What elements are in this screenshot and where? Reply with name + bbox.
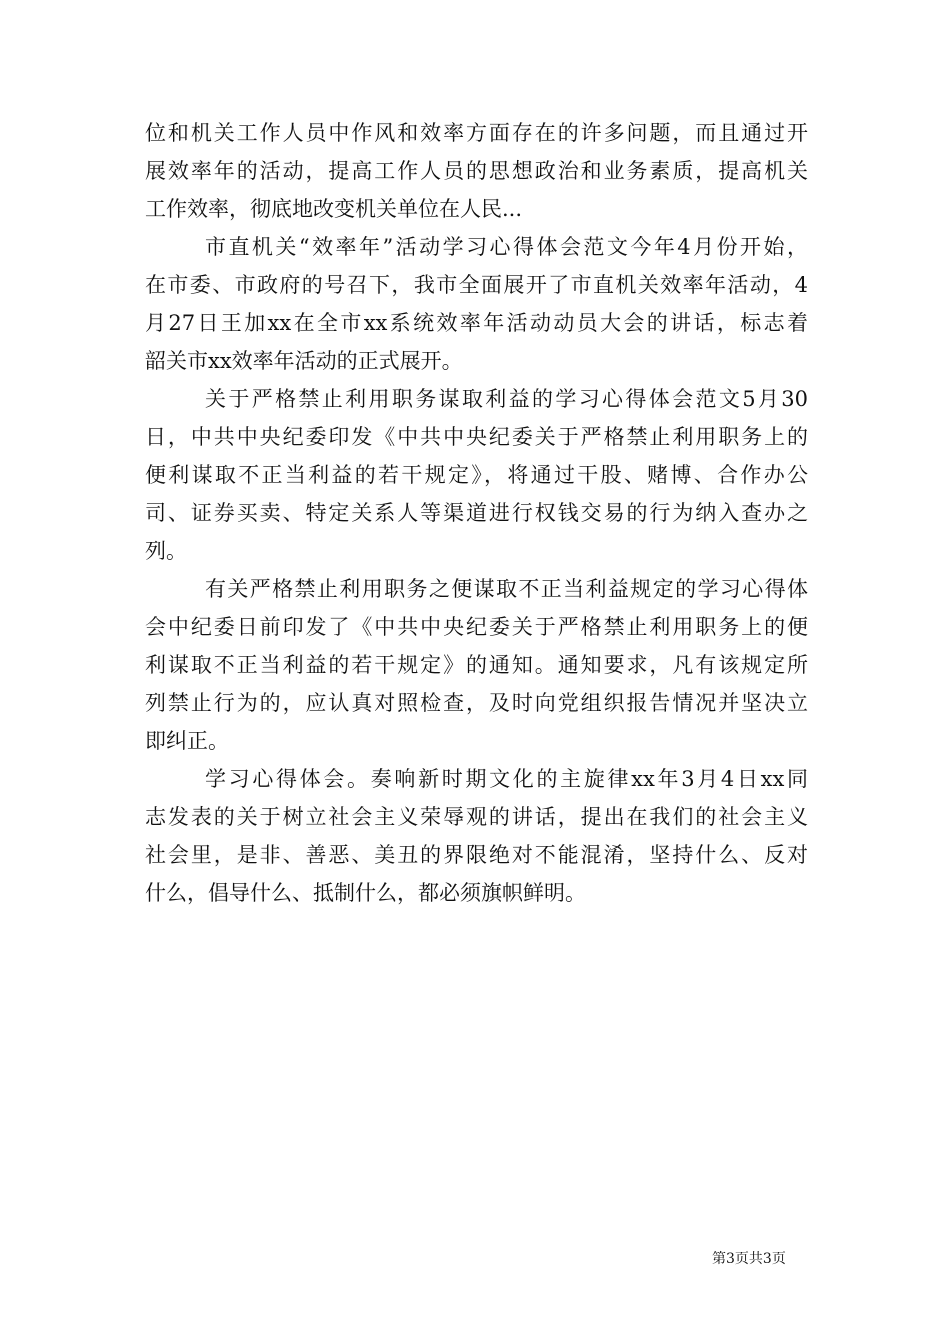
document-body (145, 114, 808, 912)
text-line: 有关严格禁止利用职务之便谋取不正当利益规定的学习心得体 (205, 577, 808, 601)
text-line: 位和机关工作人员中作风和效率方面存在的许多问题，而且通过开 (145, 121, 808, 145)
text-line: 便利谋取不正当利益的若干规定》，将通过干股、赌博、合作办公 (145, 463, 808, 487)
text-line: 月27日王加xx在全市xx系统效率年活动动员大会的讲话，标志着 (145, 311, 808, 335)
text-line: 什么，倡导什么、抵制什么，都必须旗帜鲜明。 (145, 881, 586, 905)
page-number-footer: 第3页共3页 (712, 1251, 786, 1267)
text-line: 展效率年的活动，提高工作人员的思想政治和业务素质，提高机关 (145, 159, 808, 183)
text-line: 利谋取不正当利益的若干规定》的通知。通知要求，凡有该规定所 (145, 653, 808, 677)
text-line: 韶关市xx效率年活动的正式展开。 (145, 349, 463, 373)
text-line: 关于严格禁止利用职务谋取利益的学习心得体会范文5月30 (205, 387, 808, 411)
text-line: 学习心得体会。奏响新时期文化的主旋律xx年3月4日xx同 (205, 767, 808, 791)
text-line: 社会里，是非、善恶、美丑的界限绝对不能混淆，坚持什么、反对 (145, 843, 808, 867)
text-line: 列禁止行为的，应认真对照检查，及时向党组织报告情况并坚决立 (145, 691, 808, 715)
text-line: 司、证券买卖、特定关系人等渠道进行权钱交易的行为纳入查办之 (145, 501, 808, 525)
text-line: 即纠正。 (145, 729, 229, 753)
text-line: 市直机关“效率年”活动学习心得体会范文今年4月份开始， (205, 235, 808, 259)
paragraph-5 (145, 760, 808, 912)
paragraph-3 (145, 380, 808, 570)
paragraph-1 (145, 114, 808, 228)
paragraph-2 (145, 228, 808, 380)
text-line: 会中纪委日前印发了《中共中央纪委关于严格禁止利用职务上的便 (145, 615, 808, 639)
text-line: 列。 (145, 539, 187, 563)
paragraph-4 (145, 570, 808, 760)
text-line: 志发表的关于树立社会主义荣辱观的讲话，提出在我们的社会主义 (145, 805, 808, 829)
text-line: 工作效率，彻底地改变机关单位在人民... (145, 197, 523, 221)
text-line: 日，中共中央纪委印发《中共中央纪委关于严格禁止利用职务上的 (145, 425, 808, 449)
text-line: 在市委、市政府的号召下，我市全面展开了市直机关效率年活动，4 (145, 273, 808, 297)
